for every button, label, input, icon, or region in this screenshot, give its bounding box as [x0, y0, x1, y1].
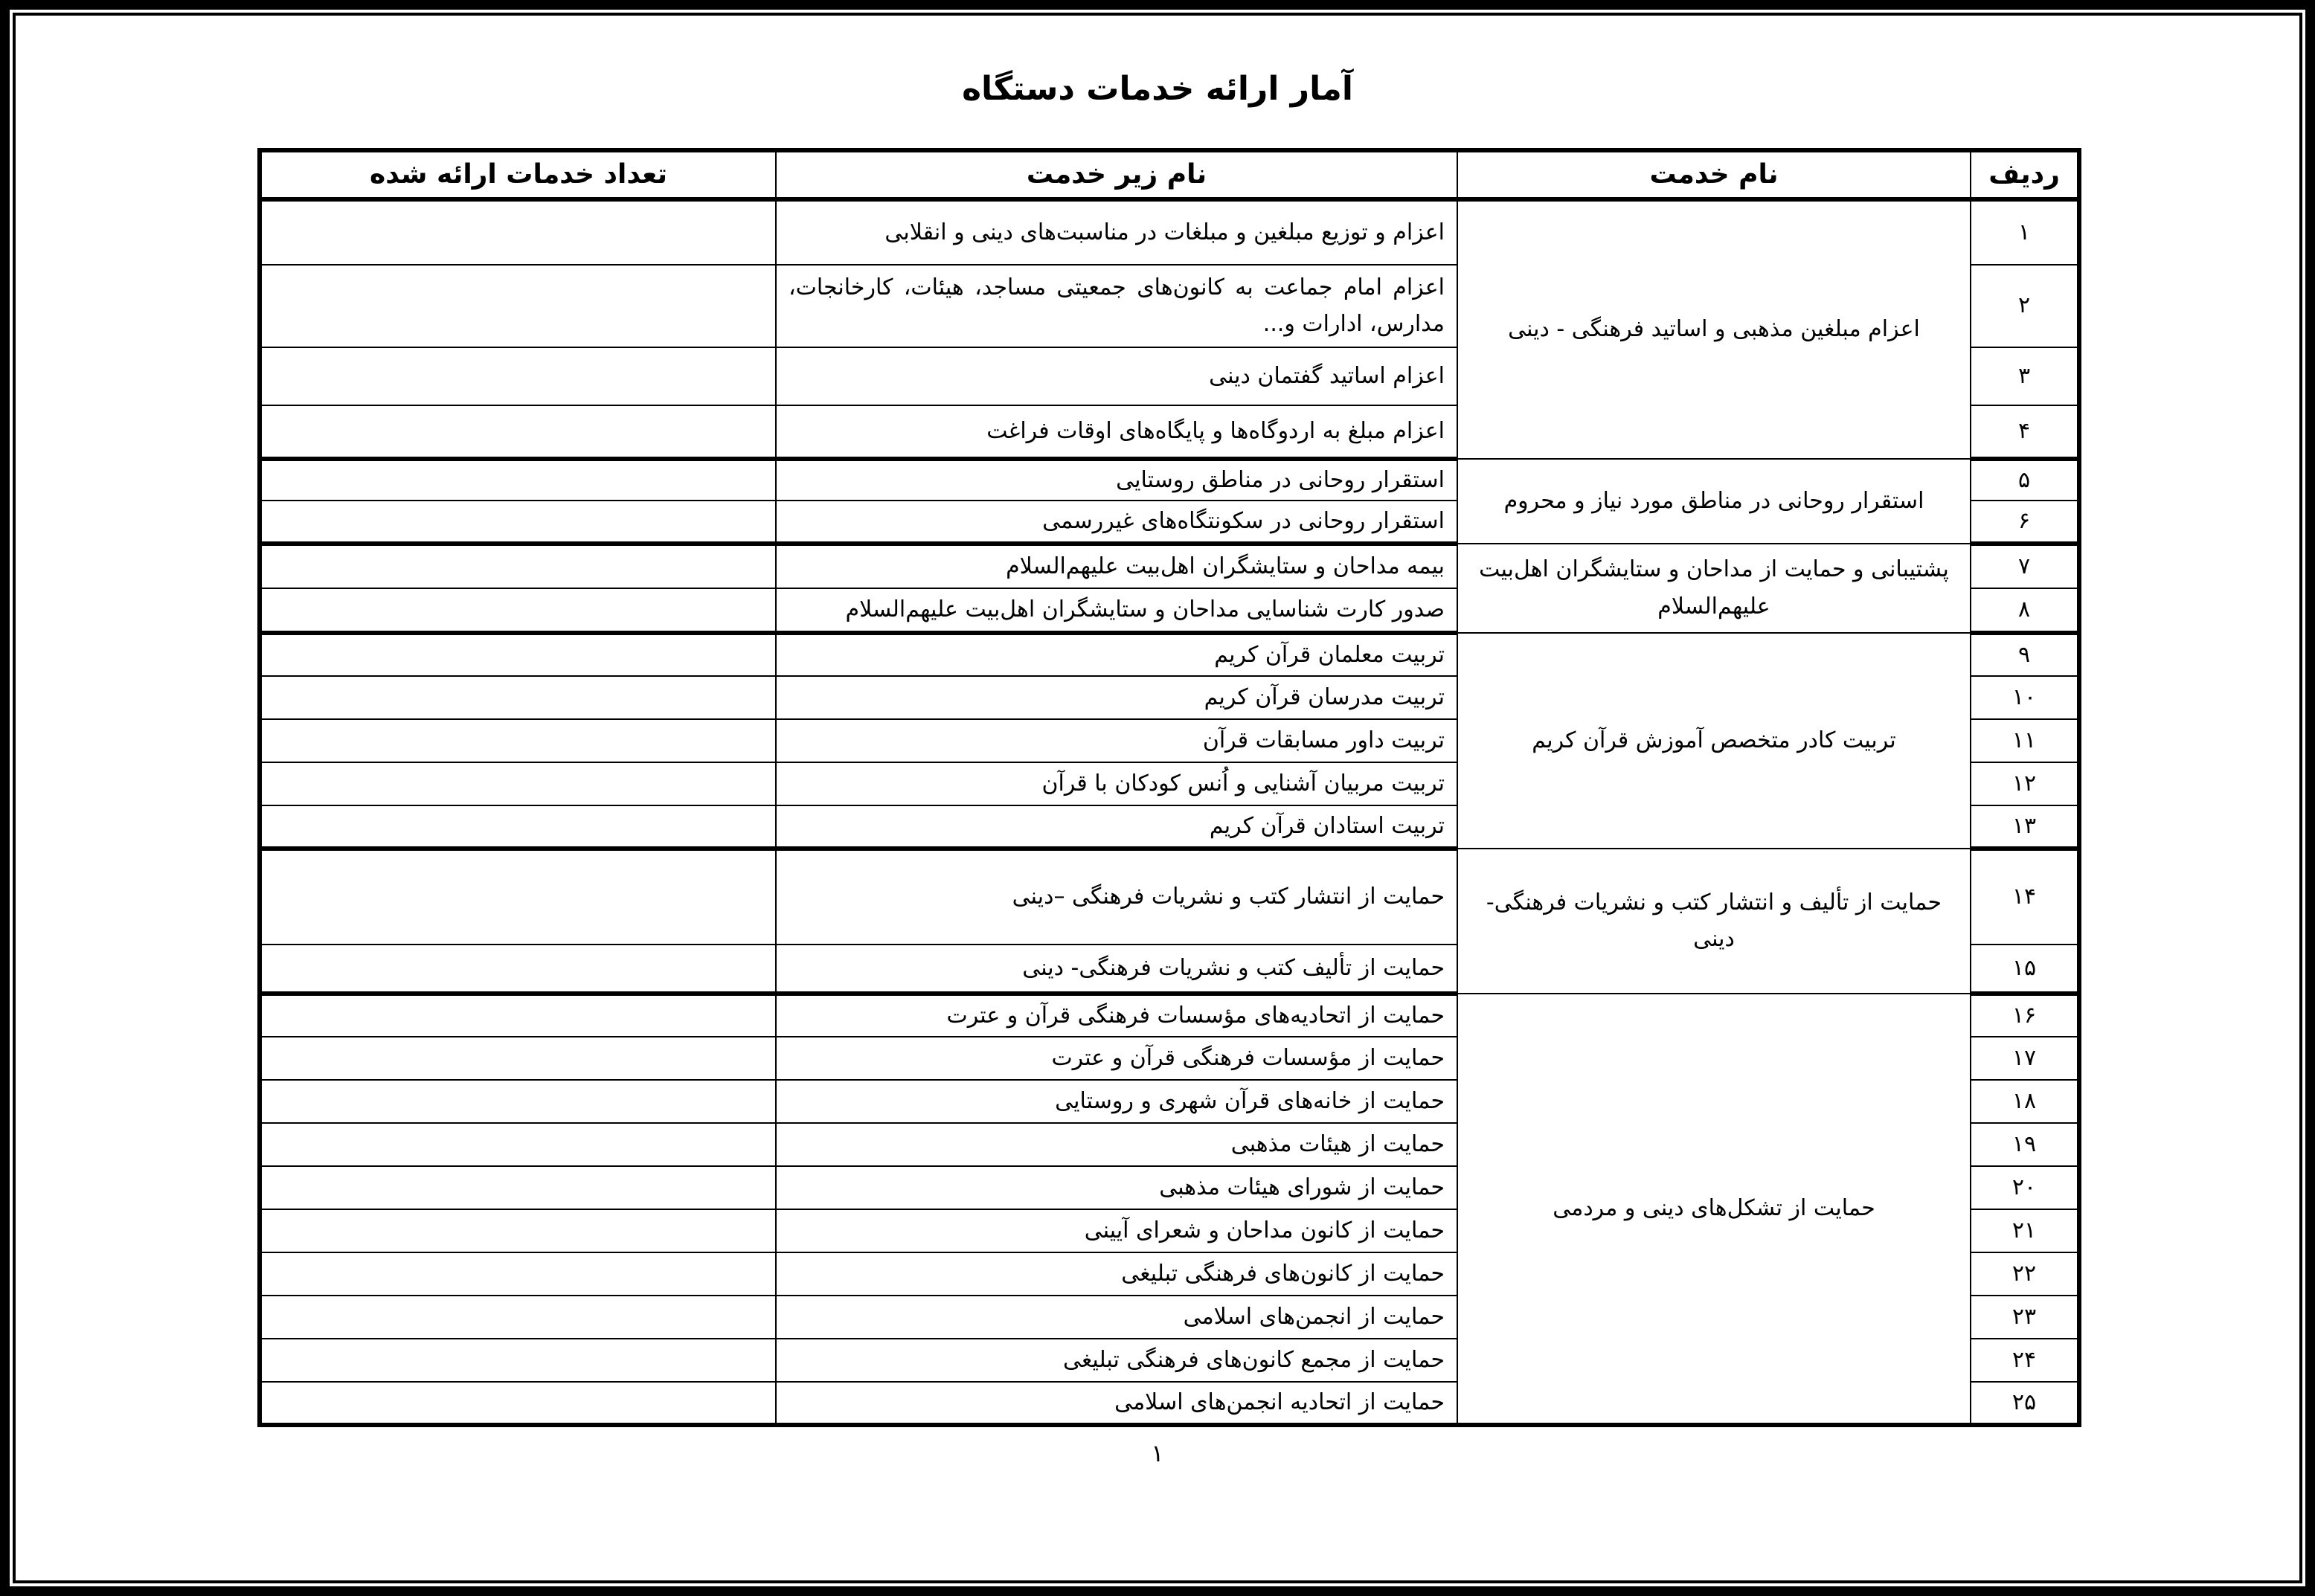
count-cell	[260, 1209, 776, 1252]
count-cell	[260, 347, 776, 405]
sub-service-cell: حمایت از خانه‌های قرآن شهری و روستایی	[776, 1080, 1457, 1123]
row-number-cell: ۲۱	[1971, 1209, 2079, 1252]
page-title: آمار ارائه خدمات دستگاه	[962, 70, 1353, 108]
count-cell	[260, 945, 776, 994]
count-cell	[260, 1339, 776, 1382]
sub-service-cell: تربیت استادان قرآن کریم	[776, 805, 1457, 849]
count-cell	[260, 633, 776, 676]
count-cell	[260, 1123, 776, 1166]
row-number-cell: ۱۶	[1971, 994, 2079, 1037]
count-cell	[260, 405, 776, 459]
service-name-cell: حمایت از تألیف و انتشار کتب و نشریات فرهنگی-دینی	[1457, 849, 1971, 994]
sub-service-cell: اعزام مبلغ به اردوگاه‌ها و پایگاه‌های اوقات فراغت	[776, 405, 1457, 459]
sub-service-cell: حمایت از اتحادیه انجمن‌های اسلامی	[776, 1382, 1457, 1425]
service-name-cell: اعزام مبلغین مذهبی و اساتید فرهنگی - دینی	[1457, 199, 1971, 459]
count-cell	[260, 994, 776, 1037]
row-number-cell: ۱۵	[1971, 945, 2079, 994]
sub-service-cell: استقرار روحانی در مناطق روستایی	[776, 459, 1457, 501]
count-cell	[260, 676, 776, 719]
count-cell	[260, 588, 776, 633]
table-row	[260, 849, 2079, 945]
service-name-cell: تربیت کادر متخصص آموزش قرآن کریم	[1457, 633, 1971, 849]
sub-service-cell: بیمه مداحان و ستایشگران اهل‌بیت علیهم‌السلام	[776, 544, 1457, 588]
count-cell	[260, 805, 776, 849]
row-number-cell: ۱	[1971, 199, 2079, 265]
count-cell	[260, 1296, 776, 1339]
service-name-cell: حمایت از تشکل‌های دینی و مردمی	[1457, 994, 1971, 1425]
row-number-cell: ۴	[1971, 405, 2079, 459]
header-radif: ردیف	[1971, 150, 2079, 199]
service-name-cell: استقرار روحانی در مناطق مورد نیاز و محروم	[1457, 459, 1971, 544]
table-header-row	[260, 150, 2079, 199]
sub-service-cell: تربیت مربیان آشنایی و اُنس کودکان با قرآن	[776, 762, 1457, 805]
row-number-cell: ۲۰	[1971, 1166, 2079, 1209]
count-cell	[260, 1037, 776, 1080]
sub-service-cell: استقرار روحانی در سکونتگاه‌های غیررسمی	[776, 501, 1457, 544]
sub-service-cell: حمایت از انجمن‌های اسلامی	[776, 1296, 1457, 1339]
page-number: ۱	[1151, 1438, 1164, 1467]
row-number-cell: ۲۳	[1971, 1296, 2079, 1339]
row-number-cell: ۶	[1971, 501, 2079, 544]
service-name-cell: پشتیبانی و حمایت از مداحان و ستایشگران اهل‌بیت علیهم‌السلام	[1457, 544, 1971, 633]
count-cell	[260, 265, 776, 347]
header-service-name: نام خدمت	[1457, 150, 1971, 199]
table-row	[260, 199, 2079, 265]
sub-service-cell: حمایت از مؤسسات فرهنگی قرآن و عترت	[776, 1037, 1457, 1080]
count-cell	[260, 1382, 776, 1425]
count-cell	[260, 849, 776, 945]
table-row	[260, 994, 2079, 1037]
count-cell	[260, 501, 776, 544]
sub-service-cell: تربیت داور مسابقات قرآن	[776, 719, 1457, 762]
header-sub-service-name: نام زیر خدمت	[776, 150, 1457, 199]
count-cell	[260, 719, 776, 762]
row-number-cell: ۱۷	[1971, 1037, 2079, 1080]
sub-service-cell: حمایت از تألیف کتب و نشریات فرهنگی- دینی	[776, 945, 1457, 994]
row-number-cell: ۸	[1971, 588, 2079, 633]
sub-service-cell: حمایت از شورای هیئات مذهبی	[776, 1166, 1457, 1209]
row-number-cell: ۲۴	[1971, 1339, 2079, 1382]
row-number-cell: ۱۰	[1971, 676, 2079, 719]
row-number-cell: ۱۴	[1971, 849, 2079, 945]
count-cell	[260, 199, 776, 265]
table-row	[260, 544, 2079, 588]
sub-service-cell: تربیت معلمان قرآن کریم	[776, 633, 1457, 676]
row-number-cell: ۱۸	[1971, 1080, 2079, 1123]
sub-service-cell: حمایت از اتحادیه‌های مؤسسات فرهنگی قرآن و عترت	[776, 994, 1457, 1037]
row-number-cell: ۲	[1971, 265, 2079, 347]
row-number-cell: ۱۹	[1971, 1123, 2079, 1166]
sub-service-cell: اعزام امام جماعت به کانون‌های جمعیتی مساجد، هیئات، کارخانجات، مدارس، ادارات و...	[776, 265, 1457, 347]
count-cell	[260, 762, 776, 805]
row-number-cell: ۷	[1971, 544, 2079, 588]
row-number-cell: ۲۵	[1971, 1382, 2079, 1425]
table-body	[260, 199, 2079, 1425]
row-number-cell: ۱۱	[1971, 719, 2079, 762]
sub-service-cell: اعزام اساتید گفتمان دینی	[776, 347, 1457, 405]
sub-service-cell: تربیت مدرسان قرآن کریم	[776, 676, 1457, 719]
row-number-cell: ۵	[1971, 459, 2079, 501]
table-row	[260, 459, 2079, 501]
row-number-cell: ۱۲	[1971, 762, 2079, 805]
sub-service-cell: حمایت از مجمع کانون‌های فرهنگی تبلیغی	[776, 1339, 1457, 1382]
count-cell	[260, 544, 776, 588]
table-row	[260, 633, 2079, 676]
count-cell	[260, 459, 776, 501]
sub-service-cell: حمایت از هیئات مذهبی	[776, 1123, 1457, 1166]
page-content	[16, 16, 2299, 1580]
row-number-cell: ۲۲	[1971, 1252, 2079, 1296]
count-cell	[260, 1080, 776, 1123]
sub-service-cell: حمایت از انتشار کتب و نشریات فرهنگی –دینی	[776, 849, 1457, 945]
header-count: تعداد خدمات ارائه شده	[260, 150, 776, 199]
row-number-cell: ۱۳	[1971, 805, 2079, 849]
row-number-cell: ۳	[1971, 347, 2079, 405]
sub-service-cell: صدور کارت شناسایی مداحان و ستایشگران اهل‌بیت علیهم‌السلام	[776, 588, 1457, 633]
sub-service-cell: حمایت از کانون‌های فرهنگی تبلیغی	[776, 1252, 1457, 1296]
sub-service-cell: اعزام و توزیع مبلغین و مبلغات در مناسبت‌های دینی و انقلابی	[776, 199, 1457, 265]
sub-service-cell: حمایت از کانون مداحان و شعرای آیینی	[776, 1209, 1457, 1252]
row-number-cell: ۹	[1971, 633, 2079, 676]
count-cell	[260, 1252, 776, 1296]
count-cell	[260, 1166, 776, 1209]
services-table	[257, 148, 2081, 1427]
